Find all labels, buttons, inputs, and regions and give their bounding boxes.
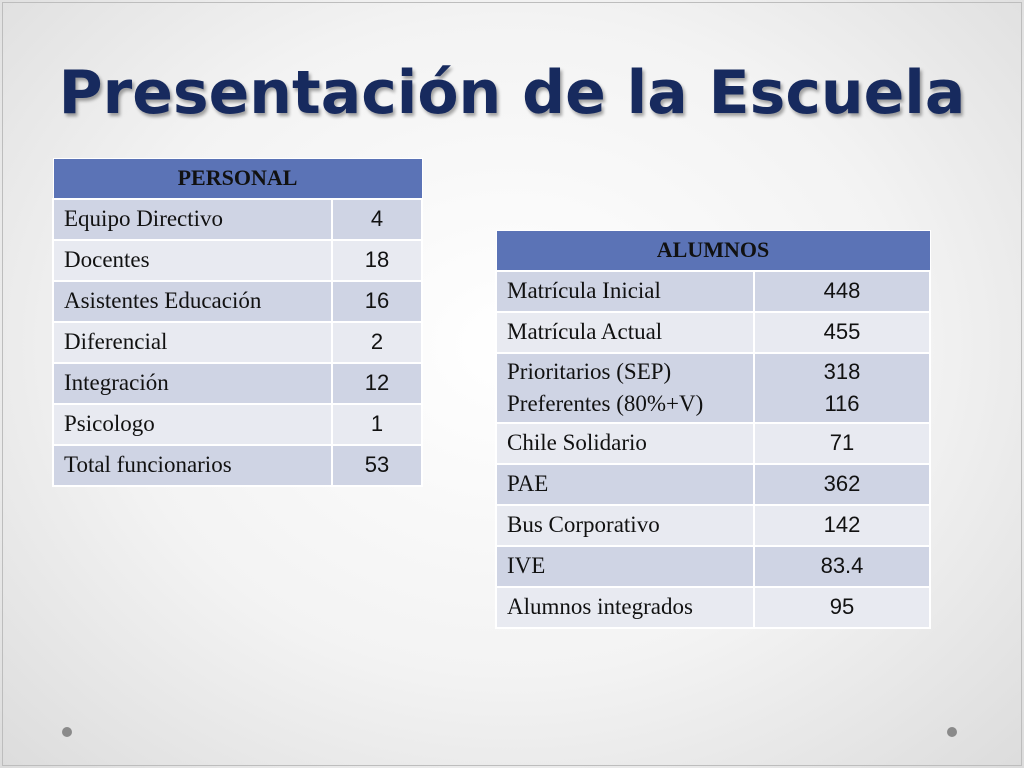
table-row — [496, 312, 930, 353]
row-value: 318 — [823, 358, 861, 384]
row-value: 4 — [332, 199, 422, 240]
table-row — [53, 281, 422, 322]
alumnos-header: ALUMNOS — [496, 231, 930, 271]
table-row — [496, 587, 930, 628]
alumnos-header-row — [496, 231, 930, 271]
row-value: 53 — [332, 445, 422, 486]
row-value: 83.4 — [754, 546, 930, 587]
row-value: 1 — [332, 404, 422, 445]
row-label: Prioritarios (SEP) — [507, 358, 672, 384]
row-label: Psicologo — [53, 404, 332, 445]
table-row — [53, 240, 422, 281]
table-row — [53, 445, 422, 486]
row-value: 2 — [332, 322, 422, 363]
row-value: 362 — [754, 464, 930, 505]
row-label: Equipo Directivo — [53, 199, 332, 240]
row-label: Matrícula Actual — [496, 312, 754, 353]
row-value-secondary: 116 — [824, 390, 860, 416]
bottom-left-dot — [62, 727, 72, 737]
row-label-secondary: Preferentes (80%+V) — [507, 390, 704, 416]
row-label: Integración — [53, 363, 332, 404]
table-row — [53, 363, 422, 404]
row-value: 18 — [332, 240, 422, 281]
table-row — [53, 404, 422, 445]
personal-table — [52, 158, 423, 487]
row-value: 142 — [754, 505, 930, 546]
row-value-stack — [754, 353, 930, 423]
row-label-stack — [496, 353, 754, 423]
table-row — [496, 271, 930, 312]
row-label: Chile Solidario — [496, 423, 754, 464]
row-label: Alumnos integrados — [496, 587, 754, 628]
row-label: Bus Corporativo — [496, 505, 754, 546]
row-value: 71 — [754, 423, 930, 464]
table-row — [53, 322, 422, 363]
table-row — [53, 199, 422, 240]
row-value: 448 — [754, 271, 930, 312]
row-label: Total funcionarios — [53, 445, 332, 486]
table-row — [496, 505, 930, 546]
row-label: Matrícula Inicial — [496, 271, 754, 312]
row-label: PAE — [496, 464, 754, 505]
row-value: 16 — [332, 281, 422, 322]
page-title: Presentación de la Escuela — [58, 58, 966, 128]
table-row — [496, 423, 930, 464]
row-label: Docentes — [53, 240, 332, 281]
row-label: Asistentes Educación — [53, 281, 332, 322]
row-label: IVE — [496, 546, 754, 587]
row-value: 95 — [754, 587, 930, 628]
alumnos-table — [495, 230, 931, 629]
table-row — [496, 464, 930, 505]
row-label: Diferencial — [53, 322, 332, 363]
personal-header-row — [53, 159, 422, 199]
bottom-right-dot — [947, 727, 957, 737]
row-value: 12 — [332, 363, 422, 404]
table-row — [496, 546, 930, 587]
table-row — [496, 353, 930, 423]
personal-header: PERSONAL — [53, 159, 422, 199]
row-value: 455 — [754, 312, 930, 353]
